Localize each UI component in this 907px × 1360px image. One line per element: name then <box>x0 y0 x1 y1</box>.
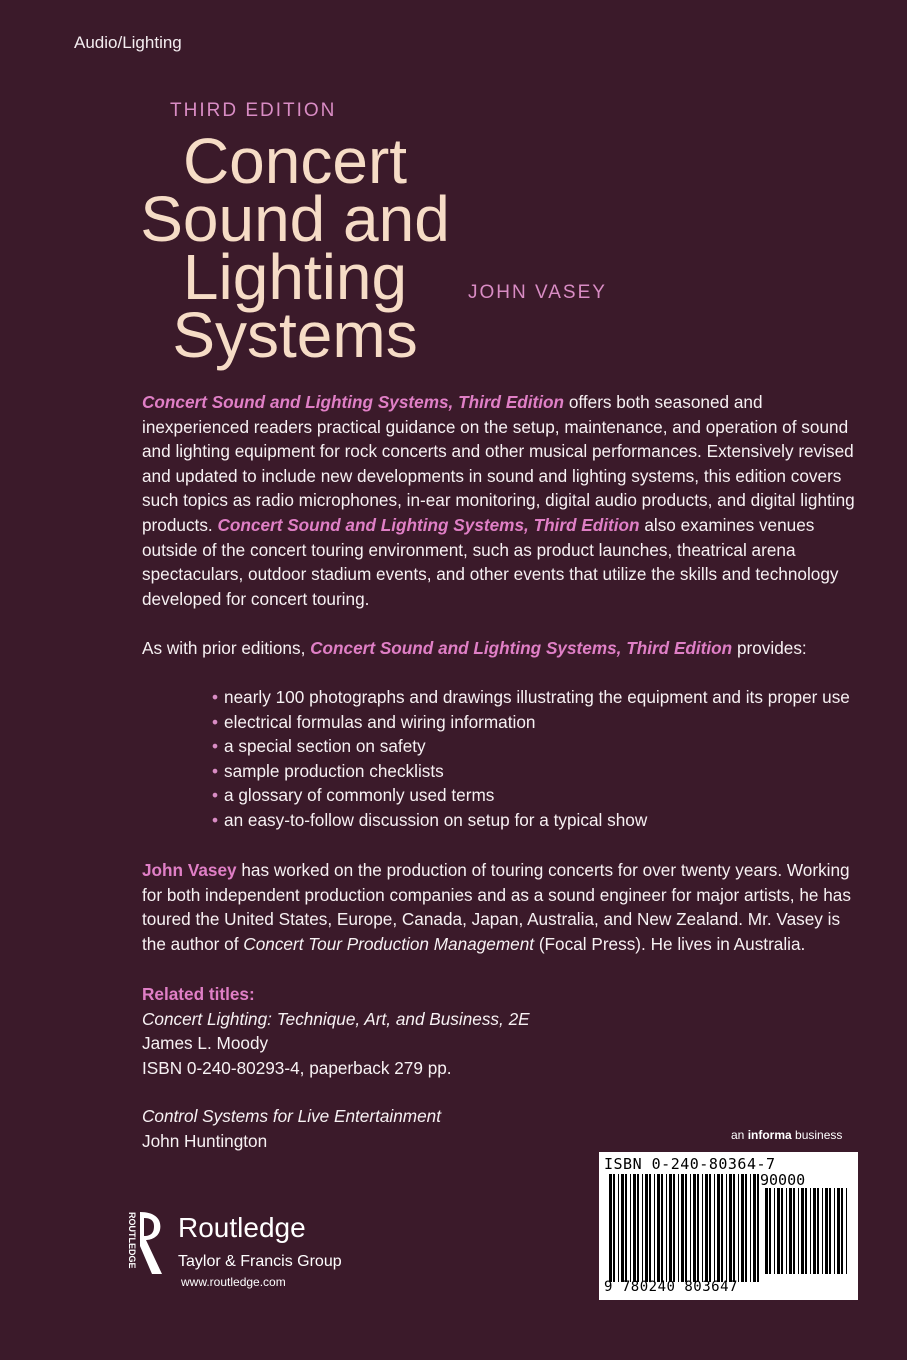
title-reference: Concert Sound and Lighting Systems, Third Edition <box>310 638 733 658</box>
feature-list <box>212 685 872 833</box>
title-line: Systems <box>172 299 418 371</box>
category-label: Audio/Lighting <box>74 33 182 52</box>
bullet-icon: • <box>212 736 219 757</box>
bio-text: (Focal Press). He lives in Australia. <box>534 933 806 954</box>
publisher-name: Routledge <box>178 1212 306 1243</box>
bio-book-title: Concert Tour Production Management <box>243 933 535 954</box>
informa-suffix: business <box>791 1128 843 1142</box>
informa-prefix: an <box>731 1128 748 1142</box>
title-reference: Concert Sound and Lighting Systems, Third Edition <box>142 392 565 412</box>
description-text: also examines venues outside of the concert touring environment, such as product launches, theatrical arena spectaculars, outdoor stadium events, and other events that utilize the skills and technology developed for concert touring. <box>142 514 839 609</box>
bullet-icon: • <box>212 711 219 732</box>
bullet-icon: • <box>212 760 219 781</box>
provides-suffix: provides: <box>732 638 807 658</box>
related-book-title: Control Systems for Live Entertainment <box>142 1106 441 1127</box>
spacer <box>142 1080 642 1104</box>
list-item <box>212 710 872 735</box>
publisher-url: www.routledge.com <box>181 1275 286 1289</box>
informa-tagline <box>731 1128 842 1142</box>
description-paragraph <box>142 390 862 611</box>
barcode-price: 90000 <box>760 1171 806 1189</box>
related-book-info: ISBN 0-240-80293-4, paperback 279 pp. <box>142 1057 452 1078</box>
bio-author-name: John Vasey <box>142 860 237 880</box>
list-item <box>212 734 872 759</box>
bullet-icon: • <box>212 687 219 707</box>
title-reference: Concert Sound and Lighting Systems, Third Edition <box>217 514 640 535</box>
title-line: Concert <box>182 125 408 197</box>
description-text: offers both seasoned and inexperienced readers practical guidance on the setup, maintenance, and operation of sound and lighting equipment for rock concerts and other musical performances. Extensively revised and updated to include new developments in sound and lighting systems, this edition covers such topics as radio microphones, in-ear monitoring, digital audio products, and digital lighting products. <box>142 392 855 535</box>
barcode-ean: 9 780240 803647 <box>604 1279 738 1295</box>
list-item-text: a special section on safety <box>224 736 426 757</box>
related-heading: Related titles: <box>142 984 255 1004</box>
list-item <box>212 685 872 710</box>
barcode-isbn: ISBN 0-240-80364-7 <box>604 1155 776 1173</box>
list-item-text: an easy-to-follow discussion on setup for a typical show <box>224 809 648 830</box>
list-item <box>212 783 872 808</box>
informa-brand: informa <box>747 1128 792 1142</box>
book-title <box>115 125 475 371</box>
list-item <box>212 808 872 833</box>
logo-text: ROUTLEDGE <box>127 1212 137 1269</box>
bullet-icon: • <box>212 809 219 830</box>
barcode <box>599 1152 858 1300</box>
routledge-logo-icon <box>122 1208 170 1285</box>
author-name: JOHN VASEY <box>468 282 607 303</box>
bio-text: has worked on the production of touring concerts for over twenty years. Working for both independent production companies and as a sound engineer for major artists, he has toured the United States, Europe, Canada, Japan, Australia, and New Zealand. Mr. Vasey is the author of <box>142 860 851 954</box>
list-item-text: nearly 100 photographs and drawings illustrating the equipment and its proper use <box>224 687 850 707</box>
barcode-bars <box>599 1152 858 1300</box>
title-line: Lighting <box>182 241 408 313</box>
bullet-icon: • <box>212 785 219 806</box>
publisher-group: Taylor & Francis Group <box>178 1253 342 1270</box>
list-item <box>212 759 872 784</box>
related-book-author: John Huntington <box>142 1130 268 1151</box>
related-book-author: James L. Moody <box>142 1033 269 1054</box>
list-item-text: a glossary of commonly used terms <box>224 785 495 806</box>
related-book-title: Concert Lighting: Technique, Art, and Business, 2E <box>142 1008 530 1029</box>
title-line: Sound and <box>140 183 450 255</box>
provides-intro <box>142 636 862 661</box>
related-titles <box>142 982 642 1154</box>
provides-prefix: As with prior editions, <box>142 638 311 658</box>
author-bio <box>142 858 862 956</box>
list-item-text: electrical formulas and wiring information <box>224 711 536 732</box>
edition-label: THIRD EDITION <box>170 100 337 121</box>
list-item-text: sample production checklists <box>224 760 444 781</box>
